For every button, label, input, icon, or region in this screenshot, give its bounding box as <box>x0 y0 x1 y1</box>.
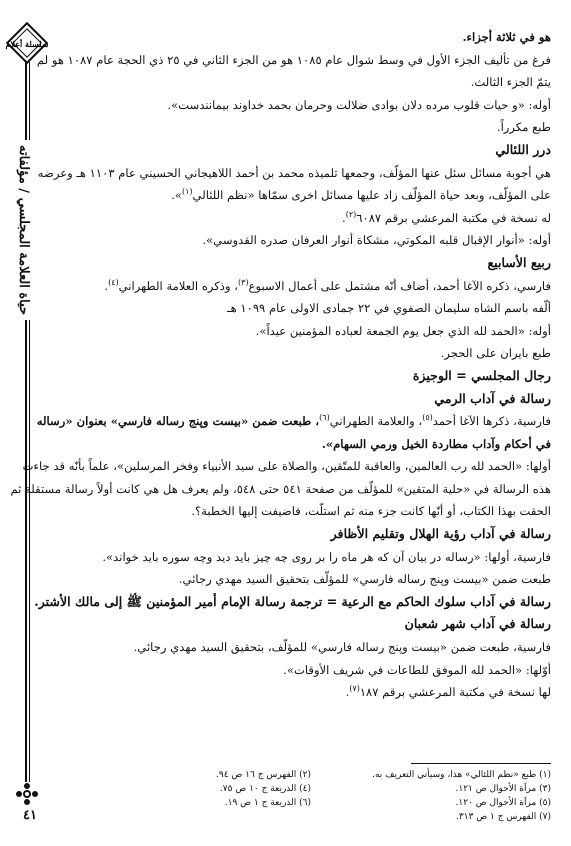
page-number: ٤١ <box>23 808 37 823</box>
footnote-ref: (٤) <box>108 277 119 287</box>
footnote-ref: (٥) <box>422 413 433 423</box>
text-line: أوله: «أنوار الإقبال قلبه المكوتي، مشكاة أنوار العرفان صدره القدوسي». <box>202 233 551 248</box>
section-heading: رجال المجلسي = الوجيزة <box>412 367 551 383</box>
text-line: لها نسخة في مكتبة المرعشي برقم ١٨٧$^{(٧)}$. <box>345 684 551 700</box>
text-line: يتمّ الجزء الثالث. <box>470 75 551 90</box>
footnote: (٤) الذريعة ج ١٠ ص ٧٥. <box>219 784 311 794</box>
footnotes-right <box>321 768 551 824</box>
footnote-ref: (٧) <box>349 684 360 694</box>
text-line: أولها: «الحمد لله رب العالمين، والعاقبة للمتّقين، والصلاة على سيد الأنبياء وفخر المرسلين»، علماً بأنّه قد جاءت <box>22 459 551 474</box>
text-line: له نسخة في مكتبة المرعشي برقم ٦٠٨٧$^{(٢)}$. <box>342 209 551 225</box>
text-line: أوله: «و حيات قلوب مرده دلان بوادى ضلالت وحرمان بحمد خداوند بيمانندست». <box>167 97 551 112</box>
section-heading: رسالة في آداب الرمي <box>434 390 551 406</box>
text-line: طبع بايران على الحجر. <box>440 346 551 361</box>
section-heading: درر اللئالي <box>495 141 551 157</box>
footnote: (٢) الفهرس ج ١٦ ص ٩٤. <box>216 770 311 780</box>
footnote: (٥) مرآة الأحوال ص ١٢٠. <box>455 798 551 808</box>
text-line: أوله: «الحمد لله الذي جعل يوم الجمعة لعباده المؤمنين عيداً». <box>255 323 551 338</box>
footnote: (٧) الفهرس ج ١ ص ٣١٣. <box>455 812 551 822</box>
text-line: على المؤلّف، وبعد حياة المؤلّف زاد عليها مسائل اخرى سمّاها «نظم اللئالي$^{(١)}$». <box>171 187 551 203</box>
text-line: طبعت ضمن «بيست وپنج رساله فارسي» للمؤلّف بتحقيق السيد مهدي رجائي. <box>178 572 551 587</box>
text-line: في أحكام وآداب مطاردة الخيل ورمي السهام». <box>321 436 551 451</box>
emblem-text: سلسلة أعلام <box>5 39 49 49</box>
section-heading: رسالة في آداب سلوك الحاكم مع الرعية = ترجمة رسالة الإمام أمير المؤمنين ﷺ إلى مالك الأشتر. <box>34 593 551 609</box>
section-heading: ربيع الأسابيع <box>487 254 551 270</box>
footnote-ref: (٢) <box>345 209 357 219</box>
text-line: الحقت بهذا الكتاب، أو أنّها كانت جزء منه ثم استلّت، فاضيفت إليها الخطبة؟. <box>191 504 551 519</box>
footnote-ref: (٣) <box>238 277 249 287</box>
text-line: هي أجوبة مسائل سئل عنها المؤلّف، وجمعها تلميذه محمد بن أحمد اللاهيجاني الحسيني عام ١١٠٣ هـ وعرضه <box>37 165 551 180</box>
footnote-ref: (١) <box>181 187 193 197</box>
text-line: هو في ثلاثة أجزاء. <box>462 30 551 44</box>
footnote: (٦) الذريعة ج ١ ص ١٩. <box>224 798 311 808</box>
running-title: حياة العلامة المجلسي / مؤلفاته <box>5 140 41 320</box>
footnote-rule <box>411 763 551 764</box>
footnote: (١) طبع «نظم اللئالي» هذا، وسيأتي التعريف به. <box>372 770 551 780</box>
text-line: فارسية، أولها: «رساله در بيان آن كه هر ماه را بر روى چه چيز بايد ديد وچه سوره بايد خواند». <box>102 549 551 564</box>
section-heading: رسالة في آداب رؤية الهلال وتقليم الأظافر <box>330 526 551 542</box>
text-line: أوّلها: «الحمد لله الموفق للطاعات في شريف الأوقات». <box>283 662 551 677</box>
footnote-ref: (٦) <box>319 413 330 423</box>
text-line: هذه الرسالة في «حلية المتقين» للمؤلّف من صفحة ٥٤١ حتى ٥٤٨، ولم يعرف هل هي كانت أولاً رسالة مستقلة ثم <box>10 481 551 496</box>
footnotes-left <box>71 768 311 810</box>
section-heading: رسالة في آداب شهر شعبان <box>404 616 551 632</box>
text-line: فرغ من تأليف الجزء الأول في وسط شوال عام ١٠٨٥ هو من الجزء الثاني في ٢٥ ذي الحجة عام ١٠٨٧ هو لم <box>36 52 551 67</box>
footnote: (٣) مرآة الأحوال ص ١٢١. <box>455 784 551 794</box>
text-line: فارسية، طبعت ضمن «بيست وپنج رساله فارسي» للمؤلّف، بتحقيق السيد مهدي رجائي. <box>133 640 551 655</box>
text-line: طبع مكرراً. <box>496 120 551 135</box>
text-line: ألّفه باسم الشاه سليمان الصفوي في ٢٢ جمادى الاولى عام ١٠٩٩ هـ <box>227 301 551 316</box>
text-line: فارسية، ذكرها الآغا أحمد$^{(٥)}$، والعلامة الطهراني$^{(٦)}$، طبعت ضمن «بيست وپنج رساله فارسي» بعنوان «رساله <box>36 413 551 429</box>
flower-ornament-icon <box>15 782 39 806</box>
text-line: فارسي، ذكره الآغا أحمد، أضاف أنّه مشتمل على أعمال الاسبوع$^{(٣)}$، وذكره العلامة الطهراني$^{(٤)}$. <box>104 277 551 293</box>
